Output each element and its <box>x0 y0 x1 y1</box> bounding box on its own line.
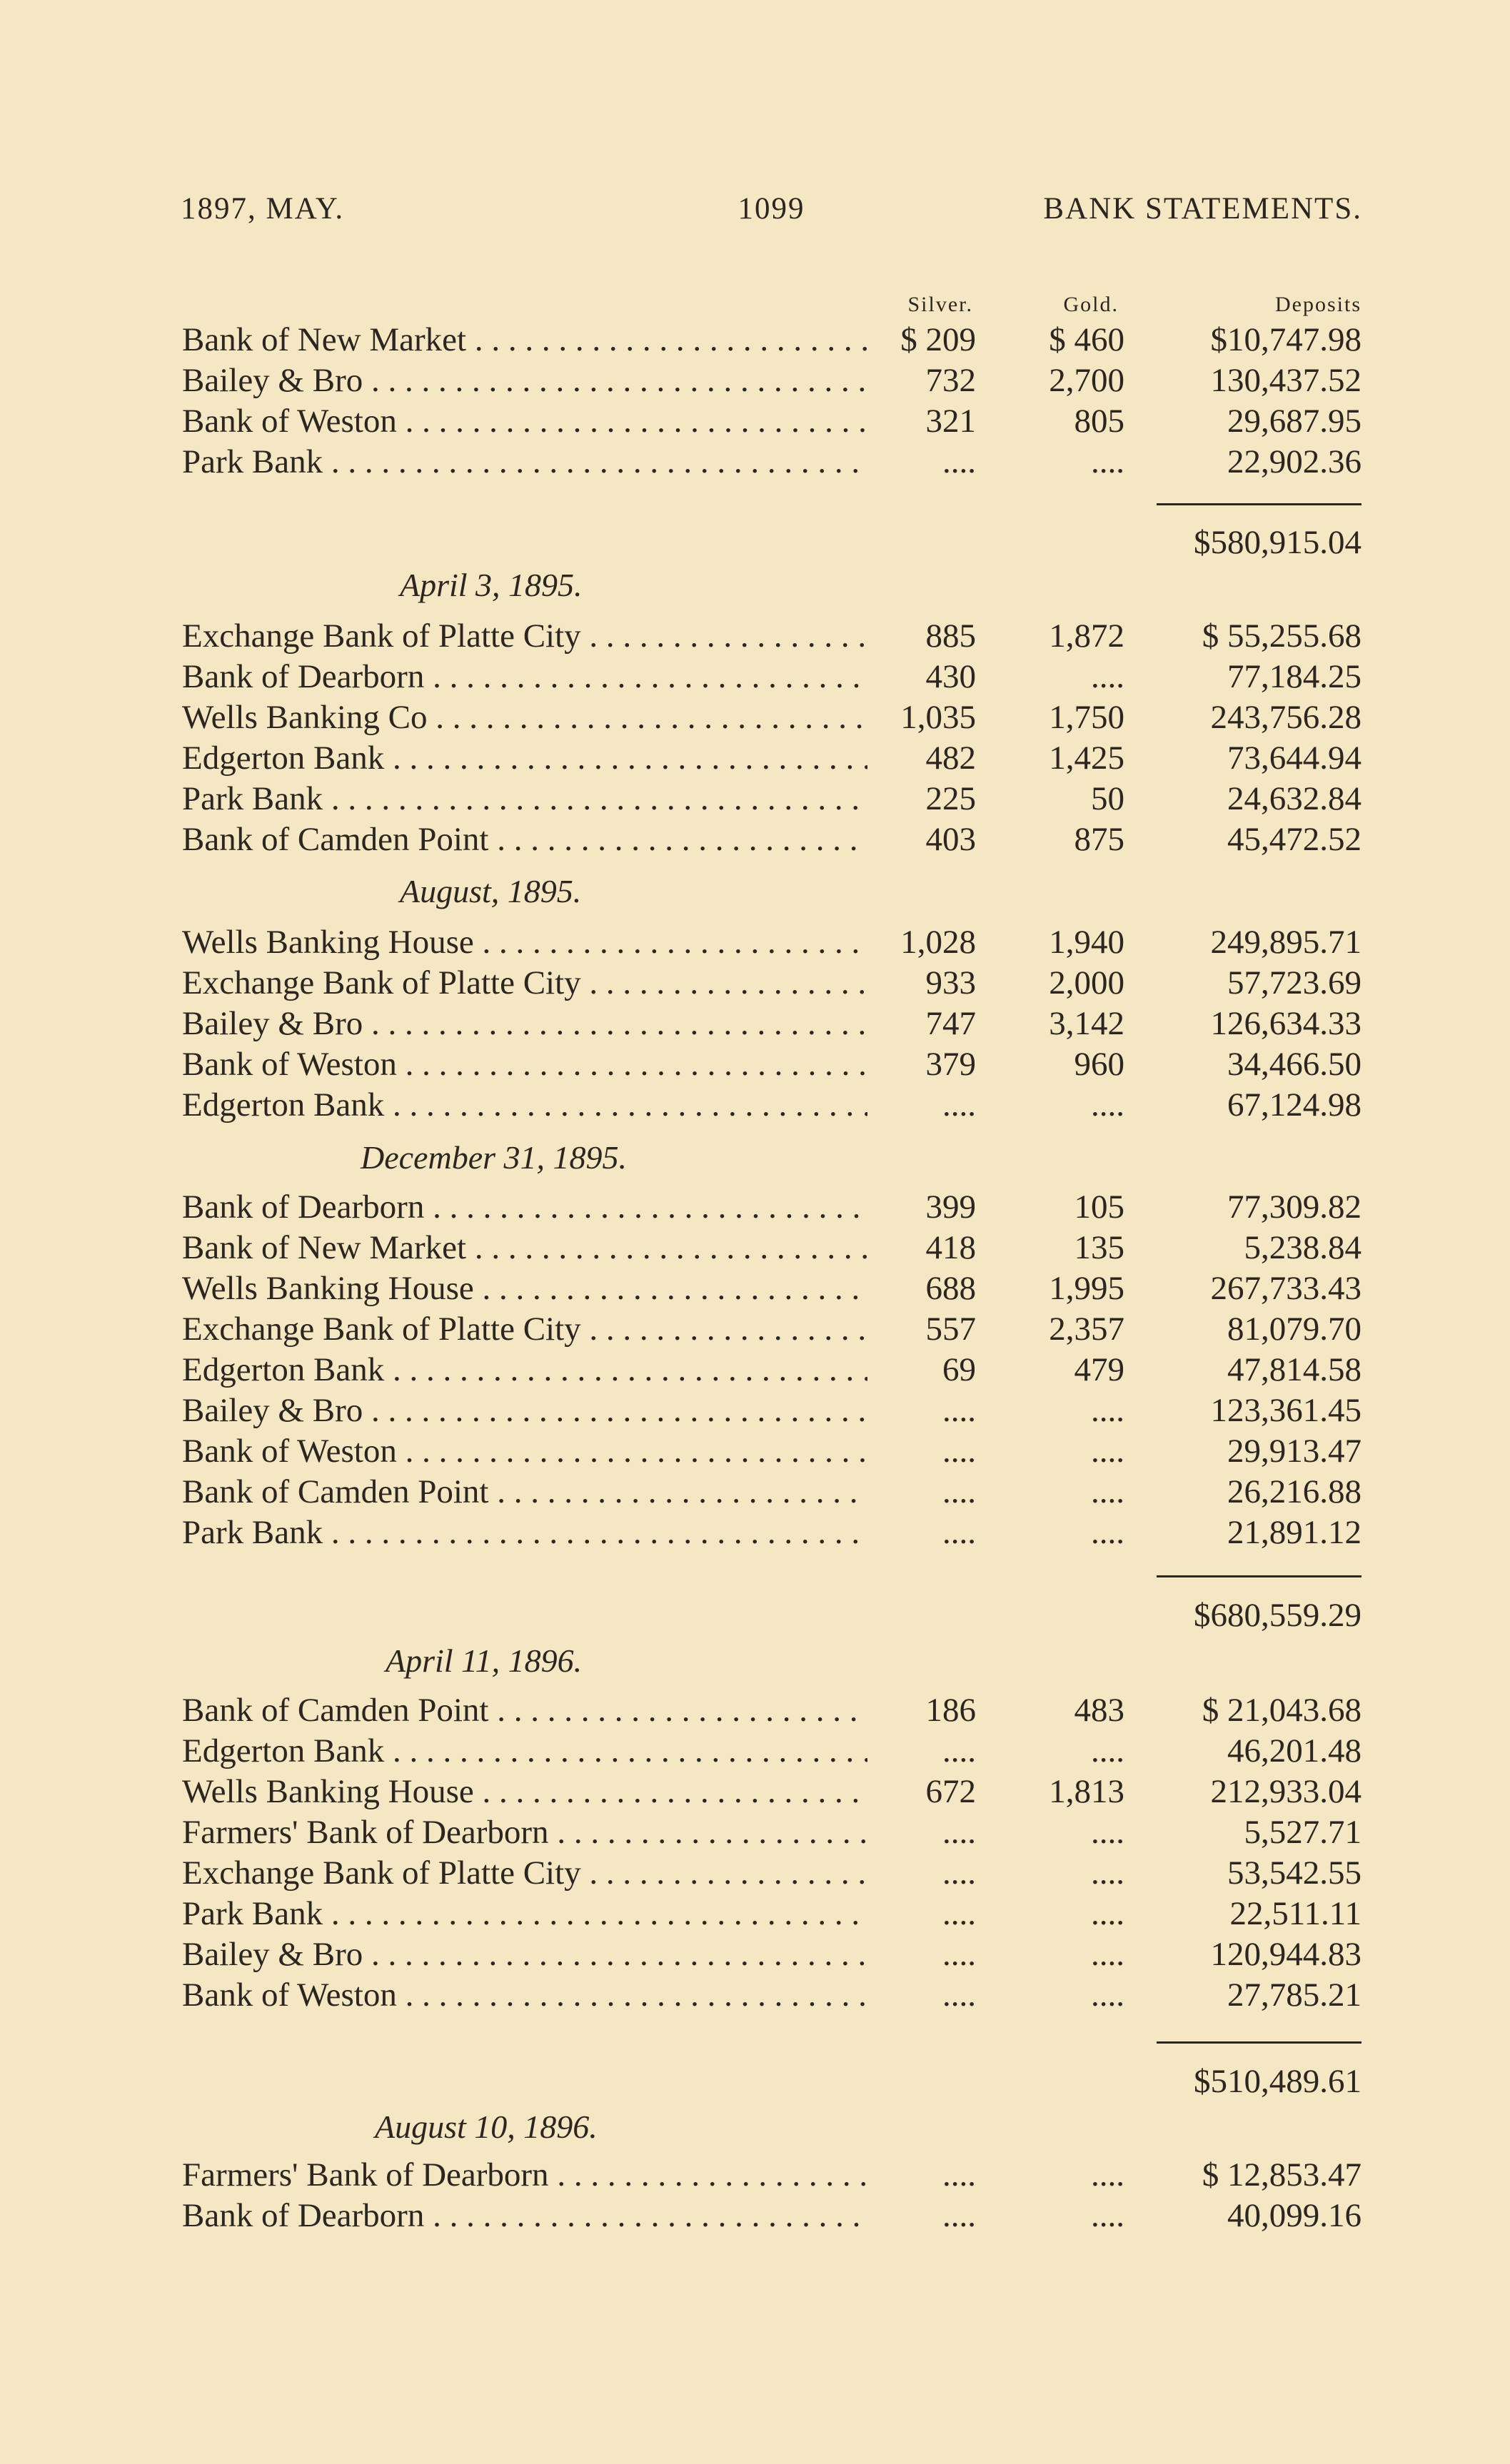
deposit-amount: 243,756.28 <box>1210 699 1361 736</box>
deposit-amount: 29,687.95 <box>1227 403 1361 440</box>
deposit-amount: 27,785.21 <box>1227 1976 1361 2014</box>
bank-name: Exchange Bank of Platte City . . . <box>182 616 867 656</box>
header-title: BANK STATEMENTS. <box>1043 192 1362 226</box>
section-total: $680,559.29 <box>1194 1597 1361 1634</box>
table-row <box>0 1975 1510 2015</box>
bank-name: Bailey & Bro . . . <box>182 1004 867 1044</box>
silver-amount: .... <box>937 2155 976 2195</box>
gold-amount: .... <box>1091 1732 1124 1769</box>
silver-amount: .... <box>937 1431 976 1471</box>
table-row <box>0 657 1510 697</box>
total-rule <box>1157 1575 1361 1577</box>
bank-name: Bank of Weston . . . <box>182 1044 867 1084</box>
gold-amount: .... <box>1091 2156 1124 2193</box>
deposit-amount: 5,527.71 <box>1244 1814 1361 1851</box>
silver-amount: .... <box>937 1513 976 1552</box>
deposit-amount: 53,542.55 <box>1227 1854 1361 1892</box>
gold-amount: .... <box>1091 1854 1124 1892</box>
gold-amount: .... <box>1091 1936 1124 1973</box>
deposit-amount: 34,466.50 <box>1227 1046 1361 1083</box>
bank-name: Wells Banking House . . . <box>182 1268 867 1308</box>
table-row <box>0 442 1510 482</box>
silver-amount: .... <box>937 1853 976 1893</box>
bank-name: Bank of New Market . . . <box>182 320 867 360</box>
silver-amount: 672 <box>920 1772 977 1812</box>
bank-name: Exchange Bank of Platte City . . . <box>182 963 867 1003</box>
gold-amount: .... <box>1091 1433 1124 1470</box>
gold-amount: 2,357 <box>1049 1311 1124 1348</box>
bank-name: Park Bank . . . <box>182 1513 867 1552</box>
table-row <box>0 1731 1510 1771</box>
bank-name: Bank of New Market . . . <box>182 1228 867 1268</box>
silver-amount: 688 <box>920 1268 977 1308</box>
silver-amount: 1,028 <box>895 922 976 962</box>
table-row <box>0 1187 1510 1227</box>
column-header-silver: Silver. <box>907 293 973 316</box>
deposit-amount: 67,124.98 <box>1227 1086 1361 1124</box>
table-row <box>0 1268 1510 1308</box>
deposit-amount: $ 12,853.47 <box>1202 2156 1361 2193</box>
table-row <box>0 1513 1510 1552</box>
deposit-amount: 120,944.83 <box>1210 1936 1361 1973</box>
bank-name: Bank of Weston . . . <box>182 401 867 441</box>
silver-amount: 186 <box>920 1690 977 1730</box>
deposit-amount: 47,814.58 <box>1227 1351 1361 1388</box>
bank-name: Bank of Weston . . . <box>182 1975 867 2015</box>
table-row <box>0 360 1510 400</box>
silver-amount: .... <box>937 1812 976 1852</box>
table-row <box>0 1431 1510 1471</box>
gold-amount: 2,000 <box>1049 964 1124 1001</box>
bank-name: Edgerton Bank . . . <box>182 1731 867 1771</box>
section-date-heading: December 31, 1895. <box>361 1139 628 1176</box>
silver-amount: .... <box>937 1390 976 1430</box>
gold-amount: 1,995 <box>1049 1270 1124 1307</box>
deposit-amount: 77,184.25 <box>1227 658 1361 695</box>
silver-amount: .... <box>937 1934 976 1974</box>
header-date: 1897, MAY. <box>181 192 345 226</box>
silver-amount: 430 <box>920 657 977 697</box>
bank-name: Bank of Camden Point . . . <box>182 819 867 859</box>
table-row <box>0 779 1510 819</box>
gold-amount: $ 460 <box>1049 321 1124 358</box>
deposit-amount: 130,437.52 <box>1210 362 1361 399</box>
bank-name: Wells Banking House . . . <box>182 1772 867 1812</box>
deposit-amount: 5,238.84 <box>1244 1229 1361 1266</box>
silver-amount: 1,035 <box>895 697 976 737</box>
deposit-amount: 22,511.11 <box>1229 1895 1361 1932</box>
total-rule <box>1157 503 1361 505</box>
bank-name: Park Bank . . . <box>182 442 867 482</box>
deposit-amount: 81,079.70 <box>1227 1311 1361 1348</box>
bank-name: Bank of Dearborn . . . <box>182 657 867 697</box>
bank-name: Edgerton Bank . . . <box>182 738 867 778</box>
section-date-heading: August 10, 1896. <box>375 2109 598 2145</box>
gold-amount: .... <box>1091 1976 1124 2014</box>
bank-name: Farmers' Bank of Dearborn . . . <box>182 2155 867 2195</box>
gold-amount: .... <box>1091 2197 1124 2234</box>
table-row <box>0 1350 1510 1390</box>
silver-amount: .... <box>937 1731 976 1771</box>
section-total: $510,489.61 <box>1194 2063 1361 2100</box>
gold-amount: .... <box>1091 1473 1124 1510</box>
page-number: 1099 <box>738 192 805 226</box>
column-header-deposits: Deposits <box>1275 293 1361 316</box>
silver-amount: .... <box>937 2196 976 2236</box>
table-row <box>0 738 1510 778</box>
column-header-gold: Gold. <box>1063 293 1119 316</box>
bank-name: Bank of Camden Point . . . <box>182 1472 867 1512</box>
section-date-heading: April 11, 1896. <box>386 1642 583 1679</box>
deposit-amount: 77,309.82 <box>1227 1188 1361 1226</box>
gold-amount: 483 <box>1074 1692 1124 1729</box>
total-rule <box>1157 2041 1361 2044</box>
gold-amount: 1,872 <box>1049 617 1124 655</box>
deposit-amount: 249,895.71 <box>1210 924 1361 961</box>
gold-amount: 1,940 <box>1049 924 1124 961</box>
table-row <box>0 2155 1510 2195</box>
deposit-amount: 29,913.47 <box>1227 1433 1361 1470</box>
table-row <box>0 1309 1510 1349</box>
bank-name: Farmers' Bank of Dearborn . . . <box>182 1812 867 1852</box>
deposit-amount: 126,634.33 <box>1210 1005 1361 1042</box>
table-row <box>0 1228 1510 1268</box>
bank-name: Park Bank . . . <box>182 1894 867 1934</box>
gold-amount: 1,750 <box>1049 699 1124 736</box>
table-row <box>0 1085 1510 1125</box>
table-row <box>0 1853 1510 1893</box>
table-row <box>0 1894 1510 1934</box>
deposit-amount: 26,216.88 <box>1227 1473 1361 1510</box>
gold-amount: 805 <box>1074 403 1124 440</box>
gold-amount: .... <box>1091 1814 1124 1851</box>
deposit-amount: 46,201.48 <box>1227 1732 1361 1769</box>
deposit-amount: 57,723.69 <box>1227 964 1361 1001</box>
gold-amount: 3,142 <box>1049 1005 1124 1042</box>
silver-amount: .... <box>937 1975 976 2015</box>
bank-name: Bailey & Bro . . . <box>182 360 867 400</box>
gold-amount: 105 <box>1074 1188 1124 1226</box>
deposit-amount: 123,361.45 <box>1210 1392 1361 1429</box>
deposit-amount: 21,891.12 <box>1227 1514 1361 1551</box>
bank-name: Bank of Dearborn . . . <box>182 2196 867 2236</box>
deposit-amount: 212,933.04 <box>1210 1773 1361 1810</box>
section-total: $580,915.04 <box>1194 524 1361 561</box>
gold-amount: 1,425 <box>1049 739 1124 777</box>
gold-amount: 875 <box>1074 821 1124 858</box>
gold-amount: 2,700 <box>1049 362 1124 399</box>
deposit-amount: 73,644.94 <box>1227 739 1361 777</box>
silver-amount: .... <box>937 442 976 482</box>
bank-name: Bank of Dearborn . . . <box>182 1187 867 1227</box>
silver-amount: 403 <box>920 819 977 859</box>
silver-amount: 732 <box>920 360 977 400</box>
table-row <box>0 819 1510 859</box>
section-date-heading: April 3, 1895. <box>400 567 583 603</box>
silver-amount: .... <box>937 1085 976 1125</box>
bank-name: Wells Banking Co . . . <box>182 697 867 737</box>
deposit-amount: 267,733.43 <box>1210 1270 1361 1307</box>
bank-name: Exchange Bank of Platte City . . . <box>182 1309 867 1349</box>
gold-amount: 479 <box>1074 1351 1124 1388</box>
silver-amount: 321 <box>920 401 977 441</box>
bank-name: Edgerton Bank . . . <box>182 1350 867 1390</box>
table-row <box>0 1044 1510 1084</box>
silver-amount: $ 209 <box>895 320 976 360</box>
silver-amount: .... <box>937 1472 976 1512</box>
deposit-amount: 24,632.84 <box>1227 780 1361 817</box>
table-row <box>0 1934 1510 1974</box>
table-row <box>0 320 1510 360</box>
silver-amount: 225 <box>920 779 977 819</box>
bank-name: Bailey & Bro . . . <box>182 1934 867 1974</box>
gold-amount: 135 <box>1074 1229 1124 1266</box>
table-row <box>0 616 1510 656</box>
table-row <box>0 1772 1510 1812</box>
table-row <box>0 2196 1510 2236</box>
silver-amount: 69 <box>937 1350 976 1390</box>
bank-name: Bank of Camden Point . . . <box>182 1690 867 1730</box>
gold-amount: 50 <box>1091 780 1124 817</box>
gold-amount: .... <box>1091 1514 1124 1551</box>
silver-amount: .... <box>937 1894 976 1934</box>
gold-amount: .... <box>1091 658 1124 695</box>
bank-name: Park Bank . . . <box>182 779 867 819</box>
gold-amount: .... <box>1091 443 1124 480</box>
silver-amount: 747 <box>920 1004 977 1044</box>
deposit-amount: 45,472.52 <box>1227 821 1361 858</box>
gold-amount: .... <box>1091 1895 1124 1932</box>
table-row <box>0 401 1510 441</box>
silver-amount: 418 <box>920 1228 977 1268</box>
deposit-amount: $ 21,043.68 <box>1202 1692 1361 1729</box>
gold-amount: .... <box>1091 1392 1124 1429</box>
bank-name: Exchange Bank of Platte City . . . <box>182 1853 867 1893</box>
table-row <box>0 1472 1510 1512</box>
bank-name: Bank of Weston . . . <box>182 1431 867 1471</box>
bank-name: Edgerton Bank . . . <box>182 1085 867 1125</box>
deposit-amount: $10,747.98 <box>1210 321 1361 358</box>
silver-amount: 885 <box>920 616 977 656</box>
table-row <box>0 1690 1510 1730</box>
deposit-amount: $ 55,255.68 <box>1202 617 1361 655</box>
table-row <box>0 697 1510 737</box>
table-row <box>0 963 1510 1003</box>
table-row <box>0 1812 1510 1852</box>
table-row <box>0 1004 1510 1044</box>
silver-amount: 933 <box>920 963 977 1003</box>
silver-amount: 557 <box>920 1309 977 1349</box>
silver-amount: 379 <box>920 1044 977 1084</box>
gold-amount: 960 <box>1074 1046 1124 1083</box>
table-row <box>0 1390 1510 1430</box>
bank-name: Bailey & Bro . . . <box>182 1390 867 1430</box>
deposit-amount: 40,099.16 <box>1227 2197 1361 2234</box>
deposit-amount: 22,902.36 <box>1227 443 1361 480</box>
section-date-heading: August, 1895. <box>400 873 582 909</box>
gold-amount: 1,813 <box>1049 1773 1124 1810</box>
gold-amount: .... <box>1091 1086 1124 1124</box>
silver-amount: 482 <box>920 738 977 778</box>
table-row <box>0 922 1510 962</box>
silver-amount: 399 <box>920 1187 977 1227</box>
bank-name: Wells Banking House . . . <box>182 922 867 962</box>
